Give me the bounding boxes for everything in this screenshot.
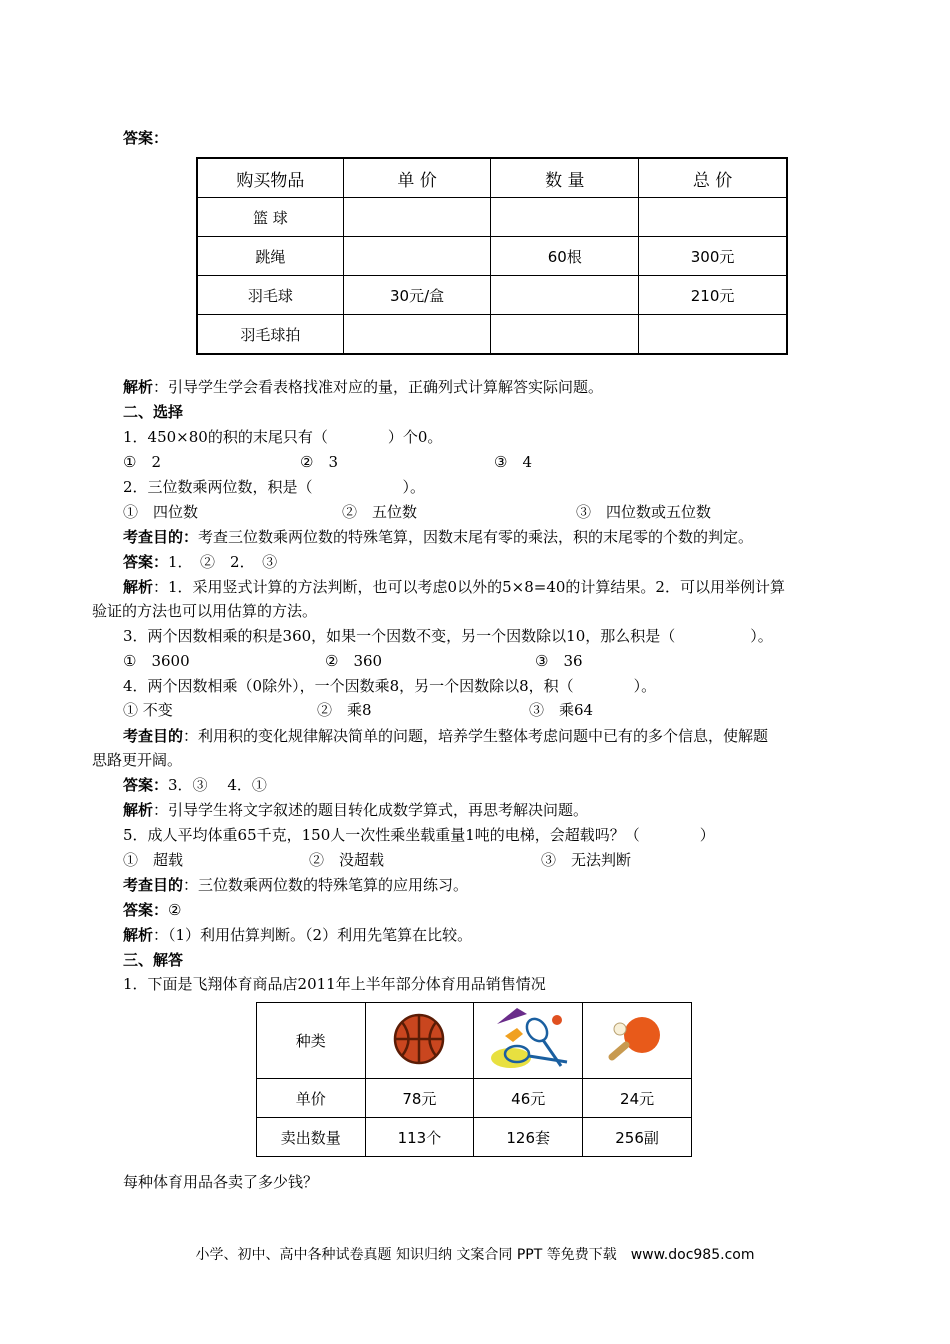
table-tennis-paddle-icon [602,1011,672,1067]
purpose-label: 考查目的 [123,727,184,745]
purpose-line [123,875,468,895]
table-cell: 210元 [639,276,787,315]
table-cell: 篮 球 [197,198,343,237]
question-text: 1．下面是飞翔体育商品店2011年上半年部分体育用品销售情况 [123,975,546,993]
analysis-text: ：1．采用竖式计算的方法判断，也可以考虑0以外的5×8=40的计算结果。2．可以用举例计算 [153,578,785,596]
table-cell: 60根 [491,237,639,276]
table-header-cell: 购买物品 [197,158,343,198]
option-text: ② 没超载 [309,851,385,869]
table-row [197,315,787,355]
answer-line [123,900,181,920]
analysis-text: ：引导学生将文字叙述的题目转化成数学算式，再思考解决问题。 [153,801,589,819]
answer-line [123,552,277,572]
option-text: ① 不变 [123,701,173,719]
analysis-line [123,800,588,820]
table-cell: 24元 [583,1079,692,1118]
question-text: 1．450×80的积的末尾只有（ ）个0。 [123,428,443,446]
table-cell [343,237,491,276]
page-footer: 小学、初中、高中各种试卷真题 知识归纳 文案合同 PPT 等免费下载 www.doc985.com [195,1247,755,1263]
table-header-row [197,158,787,198]
sales-table [256,1002,692,1157]
purpose-line [123,527,753,547]
option-text: ③ 36 [535,652,583,670]
table-row [257,1118,692,1157]
purpose-text: ：三位数乘两位数的特殊笔算的应用练习。 [183,876,469,894]
table-cell [491,276,639,315]
analysis-label: 解析 [123,578,154,596]
section-heading: 二、选择 [123,403,184,421]
table-cell: 300元 [639,237,787,276]
analysis-line [123,925,472,945]
analysis-text: ：（1）利用估算判断。（2）利用先笔算在比较。 [153,926,473,944]
table-cell: 256副 [583,1118,692,1157]
analysis-line [123,577,785,597]
table-cell [474,1003,583,1079]
answer-label: 答案： [123,901,169,919]
option-text: ③ 4 [494,453,532,471]
purpose-text-cont: 思路更开阔。 [92,751,183,769]
option-text: ③ 四位数或五位数 [576,503,712,521]
option-text: ① 四位数 [123,503,199,521]
table-cell [491,198,639,237]
answer-label: 答案： [123,553,169,571]
table-row [197,276,787,315]
table-header-cell: 数 量 [491,158,639,198]
option-text: ② 3 [300,453,338,471]
table-row [197,237,787,276]
question-text: 4．两个因数相乘（0除外），一个因数乘8，另一个因数除以8，积（ ）。 [123,677,657,695]
option-text: ① 超载 [123,851,184,869]
table-cell [343,315,491,355]
purpose-label: 考查目的： [123,528,199,546]
basketball-icon [391,1011,447,1067]
purpose-text: ：利用积的变化规律解决简单的问题，培养学生整体考虑问题中已有的多个信息，使解题 [183,727,769,745]
analysis-text: ：引导学生学会看表格找准对应的量，正确列式计算解答实际问题。 [153,378,604,396]
option-text: ① 2 [123,453,161,471]
table-cell: 30元/盒 [343,276,491,315]
question-text: 5．成人平均体重65千克，150人一次性乘坐载重量1吨的电梯，会超载吗？（ ） [123,826,715,844]
purpose-label: 考查目的 [123,876,184,894]
table-header-cell: 总 价 [639,158,787,198]
table-cell [365,1003,474,1079]
table-header-cell: 单 价 [343,158,491,198]
table-row-label: 单价 [257,1079,366,1118]
table-cell: 羽毛球拍 [197,315,343,355]
analysis-label: 解析 [123,801,154,819]
answer-text: ② [168,901,182,919]
table-cell: 羽毛球 [197,276,343,315]
table-cell: 跳绳 [197,237,343,276]
option-text: ② 乘8 [317,701,372,719]
badminton-set-icon [483,1004,573,1074]
question-text: 2．三位数乘两位数，积是（ ）。 [123,478,426,496]
table-row [257,1003,692,1079]
table-cell: 46元 [474,1079,583,1118]
analysis-label: 解析 [123,926,154,944]
answer-line [123,775,267,795]
answer-label: 答案： [123,776,169,794]
answer-text: 3．③ 4．① [168,776,267,794]
section-heading: 三、解答 [123,951,184,969]
table-cell: 78元 [365,1079,474,1118]
table-cell [639,315,787,355]
option-text: ② 360 [325,652,383,670]
table-row-label: 种类 [257,1003,366,1079]
question-text: 每种体育用品各卖了多少钱？ [123,1173,319,1191]
purpose-text: 考查三位数乘两位数的特殊笔算，因数末尾有零的乘法，积的末尾零的个数的判定。 [198,528,754,546]
table-row [257,1079,692,1118]
option-text: ③ 乘64 [529,701,594,719]
table-row-label: 卖出数量 [257,1118,366,1157]
option-text: ③ 无法判断 [541,851,632,869]
table-cell [639,198,787,237]
option-text: ① 3600 [123,652,190,670]
table-cell: 113个 [365,1118,474,1157]
analysis-label: 解析 [123,378,154,396]
analysis-line [123,377,603,397]
analysis-text-cont: 验证的方法也可以用估算的方法。 [92,602,318,620]
table-row [197,198,787,237]
table-cell [343,198,491,237]
answer-text: 1． ② 2． ③ [168,553,278,571]
table-cell [491,315,639,355]
table-cell [583,1003,692,1079]
purchase-table [196,157,788,355]
answer-label: 答案： [123,129,169,147]
table-cell: 126套 [474,1118,583,1157]
option-text: ② 五位数 [342,503,418,521]
question-text: 3．两个因数相乘的积是360，如果一个因数不变，另一个因数除以10，那么积是（ ）。 [123,627,773,645]
purpose-line [123,726,768,746]
